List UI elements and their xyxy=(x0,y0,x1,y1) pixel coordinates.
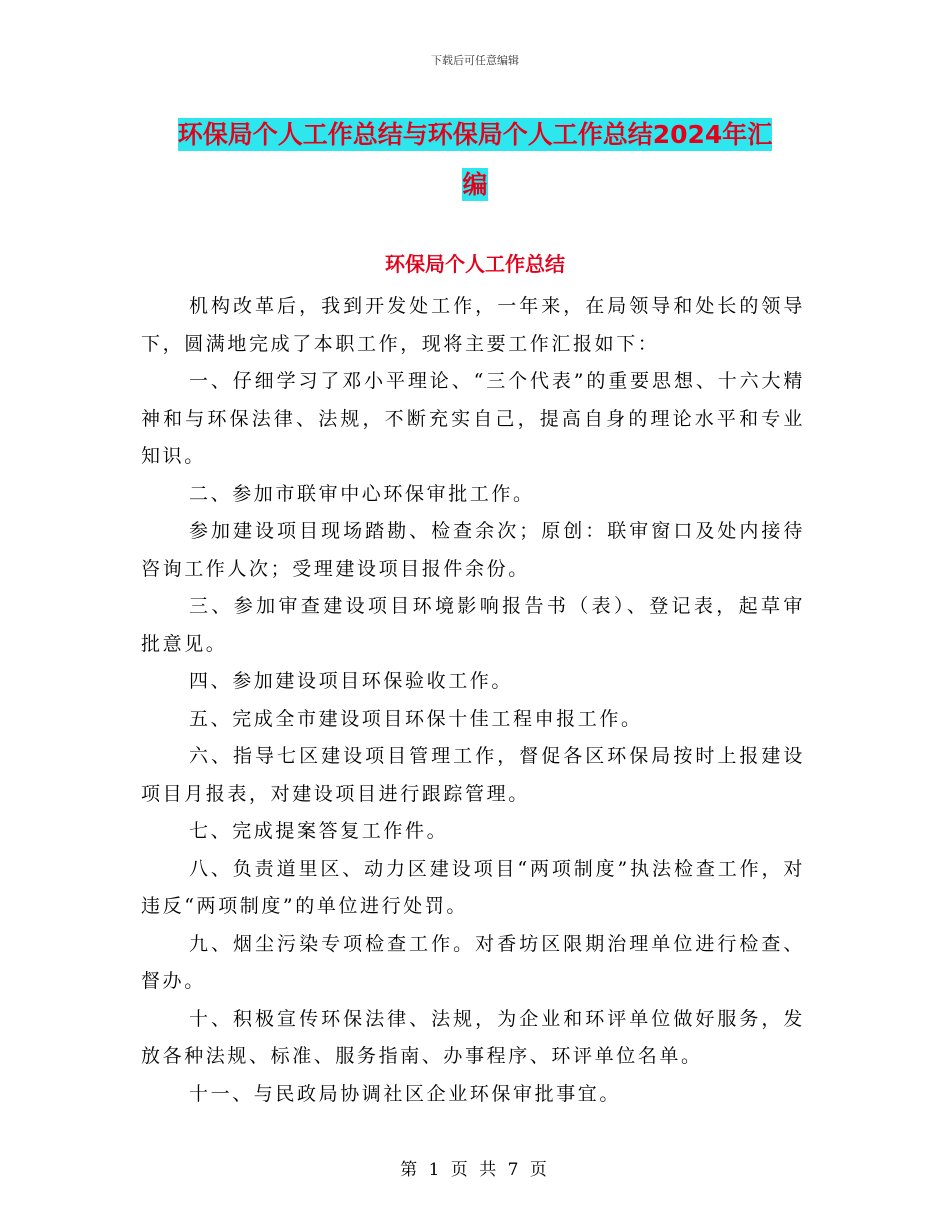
document-body xyxy=(141,288,805,1113)
title-line-1: 环保局个人工作总结与环保局个人工作总结2024年汇 xyxy=(177,120,773,149)
title-line-2: 编 xyxy=(462,170,488,199)
paragraph: 机构改革后，我到开发处工作，一年来，在局领导和处长的领导下，圆满地完成了本职工作，现将主要工作汇报如下： xyxy=(141,295,805,355)
paragraph: 五、完成全市建设项目环保十佳工程申报工作。 xyxy=(189,707,643,730)
paragraph: 九、烟尘污染专项检查工作。对香坊区限期治理单位进行检查、督办。 xyxy=(141,932,805,992)
paragraph: 参加建设项目现场踏勘、检查余次；原创：联审窗口及处内接待咨询工作人次；受理建设项目报件余份。 xyxy=(141,520,805,580)
paragraph: 十一、与民政局协调社区企业环保审批事宜。 xyxy=(189,1082,622,1105)
paragraph: 六、指导七区建设项目管理工作，督促各区环保局按时上报建设项目月报表，对建设项目进行跟踪管理。 xyxy=(141,745,805,805)
paragraph: 八、负责道里区、动力区建设项目“两项制度”执法检查工作，对违反“两项制度”的单位进行处罚。 xyxy=(141,857,805,917)
paragraph: 四、参加建设项目环保验收工作。 xyxy=(189,670,514,692)
paragraph: 三、参加审查建设项目环境影响报告书（表）、登记表，起草审批意见。 xyxy=(141,595,805,655)
paragraph: 十、积极宣传环保法律、法规，为企业和环评单位做好服务，发放各种法规、标准、服务指南、办事程序、环评单位名单。 xyxy=(141,1007,805,1067)
paragraph: 七、完成提案答复工作件。 xyxy=(189,820,449,842)
section-title: 环保局个人工作总结 xyxy=(385,252,565,276)
header-note: 下载后可任意编辑 xyxy=(431,54,519,67)
page-number: 第 1 页 共 7 页 xyxy=(400,1160,550,1180)
paragraph: 二、参加市联审中心环保审批工作。 xyxy=(189,482,535,505)
paragraph: 一、仔细学习了邓小平理论、“三个代表”的重要思想、十六大精神和与环保法律、法规，不断充实自己，提高自身的理论水平和专业知识。 xyxy=(141,370,805,467)
title-lines xyxy=(140,110,810,210)
